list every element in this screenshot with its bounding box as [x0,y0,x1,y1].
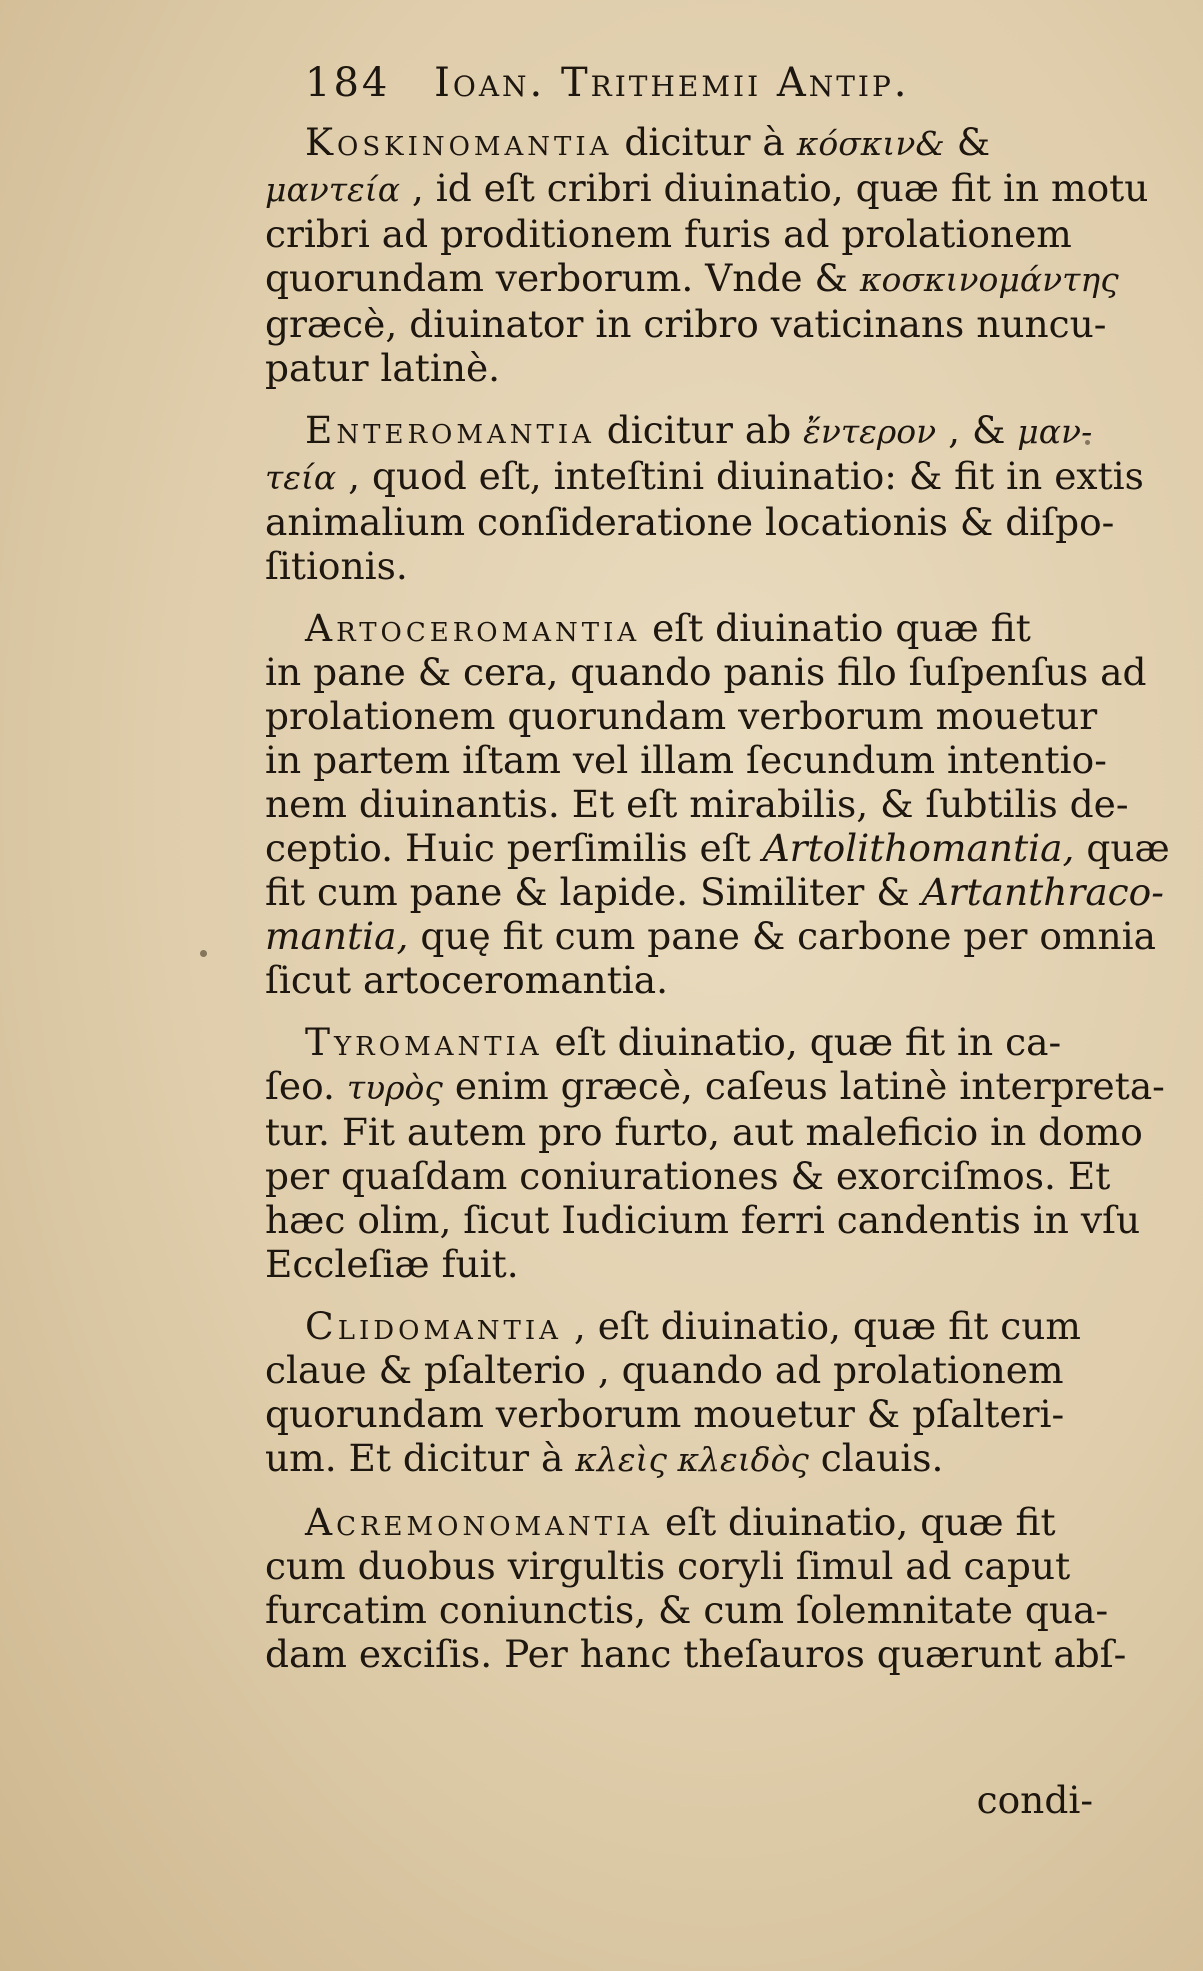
text-run: eſt diuinatio quæ fit [640,606,1031,650]
text-run: prolationem quorundam verborum mouetur [265,694,1098,738]
entry-line [265,1544,1125,1588]
entry-line [265,1198,1141,1242]
headword: Tyromantia [305,1020,543,1064]
entry-line [265,914,1156,958]
entry-line [265,454,1144,500]
text-run: quorundam verborum. Vnde & [265,256,860,300]
text-run: um. Et dicitur à [265,1436,576,1480]
entry-first-line [265,120,1125,166]
text-run: clauis. [808,1436,944,1480]
entry-paragraph [265,606,1170,1002]
text-run: & [944,120,991,164]
text-run: claue & pſalterio , quando ad prolationem [265,1348,1064,1392]
entry-line [265,1064,1165,1110]
entry-line [265,1154,1125,1198]
entry-line [265,166,1149,212]
entry-paragraph [265,1500,1125,1676]
text-run: ceptio. Huic perſimilis eſt [265,826,763,870]
entry-line [265,500,1125,544]
entry-line [265,1392,1125,1436]
text-run: , quod eſt, inteſtini diuinatio: & fit in extis [336,454,1144,498]
text-run: cribri ad proditionem furis ad prolationem [265,212,1072,256]
entry-line [265,1632,1125,1676]
text-run: tur. Fit autem pro furto, aut maleficio in domo [265,1110,1143,1154]
text-run: quæ [1074,826,1170,870]
text-run: græcè, diuinator in cribro vaticinans nuncu- [265,302,1107,346]
greek-word: κλεὶς κλειδὸς [575,1440,809,1479]
greek-word: κόσκιν& [796,124,945,163]
greek-word: κοσκινομάντης [859,260,1119,299]
italic-term: mantia, [265,914,409,958]
catchword: condi- [976,1778,1093,1822]
text-run: eſt diuinatio, quæ fit [653,1500,1056,1544]
greek-word: τυρὸς [346,1068,443,1107]
greek-word: μαν- [1017,412,1093,451]
text-run: nem diuinantis. Et eſt mirabilis, & ſubtilis de- [265,782,1129,826]
text-block [265,60,1170,1694]
text-run: hæc olim, ſicut Iudicium ferri candentis in vſu [265,1198,1141,1242]
text-run: fit cum pane & lapide. Similiter & [265,870,922,914]
entry-line [265,650,1147,694]
running-head [305,60,1125,106]
entry-line [265,958,1125,1002]
entry-line [265,544,1125,588]
folio-number: 184 [305,60,391,106]
entry-line [265,256,1125,302]
entry-line [265,302,1125,346]
entry-line [265,738,1125,782]
running-title: Ioan. Trithemii Antip. [434,60,910,106]
headword: Clidomantia [305,1304,562,1348]
text-run: , & [936,408,1018,452]
entry-line [265,1110,1143,1154]
greek-word: ἔντερον [803,412,937,451]
text-run: enim græcè, caſeus latinè interpreta- [442,1064,1165,1108]
entry-line [265,1348,1125,1392]
text-run: quorundam verborum mouetur & pſalteri- [265,1392,1065,1436]
text-run: ſicut artoceromantia. [265,958,669,1002]
text-run: eſt diuinatio, quæ fit in ca- [542,1020,1062,1064]
entry-paragraph [265,1020,1165,1286]
text-run: quę fit cum pane & carbone per omnia [408,914,1156,958]
entry-paragraph [265,120,1149,390]
ink-spot [200,950,207,957]
entry-line [265,346,1125,390]
entry-line [265,1242,1125,1286]
entry-first-line [265,1500,1125,1544]
entry-line [265,694,1125,738]
entry-first-line [265,408,1125,454]
headword: Enteromantia [305,408,595,452]
greek-word: μαντεία [265,170,400,209]
text-run: Eccleſiæ fuit. [265,1242,519,1286]
entry-first-line [265,1020,1125,1064]
text-run: dicitur ab [594,408,804,452]
entry-first-line [265,1304,1125,1348]
text-run: per quaſdam coniurationes & exorciſmos. Et [265,1154,1111,1198]
greek-word: τεία [265,458,337,497]
text-run: in partem iſtam vel illam ſecundum intentio- [265,738,1107,782]
text-run: ſitionis. [265,544,408,588]
entry-line [265,1588,1125,1632]
text-run: ſeo. [265,1064,347,1108]
text-run: furcatim coniunctis, & cum ſolemnitate qua- [265,1588,1109,1632]
text-run: in pane & cera, quando panis filo ſuſpenſus ad [265,650,1147,694]
text-run: patur latinè. [265,346,501,390]
headword: Acremonomantia [305,1500,654,1544]
entry-line [265,826,1170,870]
entry-paragraph [265,1304,1125,1482]
text-run: , id eſt cribri diuinatio, quæ fit in motu [399,166,1149,210]
text-run: cum duobus virgultis coryli ſimul ad caput [265,1544,1071,1588]
entry-line [265,212,1125,256]
entry-line [265,870,1164,914]
entry-paragraph [265,408,1144,588]
text-run: animalium conſideratione locationis & diſpo- [265,500,1115,544]
headword: Koskinomantia [305,120,613,164]
entry-line [265,782,1129,826]
entry-line [265,1436,1125,1482]
entry-list [265,120,1170,1676]
italic-term: Artolithomantia, [762,826,1075,870]
headword: Artoceromantia [305,606,641,650]
text-run: dicitur à [612,120,797,164]
italic-term: Artanthraco- [921,870,1164,914]
entry-first-line [265,606,1125,650]
text-run: , eſt diuinatio, quæ fit cum [561,1304,1081,1348]
text-run: dam exciſis. Per hanc theſauros quærunt abſ- [265,1632,1127,1676]
